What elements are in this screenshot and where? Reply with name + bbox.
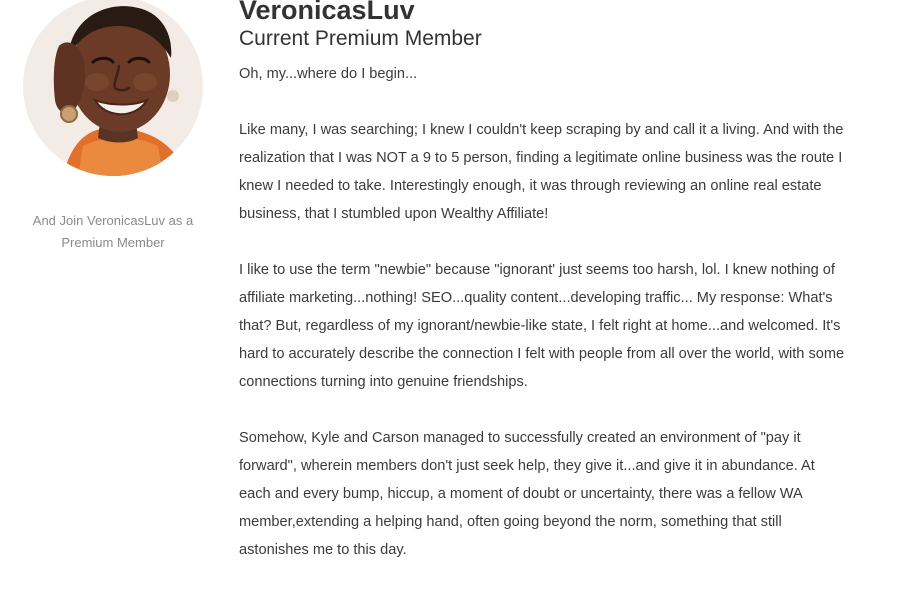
avatar[interactable] xyxy=(23,0,203,176)
member-status: Current Premium Member xyxy=(239,27,482,50)
story-paragraph: Oh, my...where do I begin... xyxy=(239,66,418,82)
join-premium-text: And Join VeronicasLuv as a Premium Member xyxy=(32,213,194,250)
story-paragraph: I like to use the term "newbie" because "ignorant' just seems too harsh, lol. I knew nothing of affiliate marketing...nothing! SEO...quality content...developing traffic... My response: What's that? But, regardless of my ignorant/newbie-like state, I felt right at home...and welcomed. It's hard to accurately describe the connection I felt with people from all over the world, with some connections turning into genuine friendships. xyxy=(239,262,845,390)
story-paragraph: Somehow, Kyle and Carson managed to successfully created an environment of "pay it forward", wherein members don't just seek help, they give it...and give it in abundance. At each and every bump, hiccup, a moment of doubt or uncertainty, there was a fellow WA member,extending a helping hand, often going beyond the norm, something that still astonishes me to this day. xyxy=(239,430,815,558)
story-paragraph: Like many, I was searching; I knew I couldn't keep scraping by and call it a living. And with the realization that I was NOT a 9 to 5 person, finding a legitimate online business was the route I knew I needed to take. Interestingly enough, it was through reviewing an online real estate business, that I stumbled upon Wealthy Affiliate! xyxy=(239,122,844,222)
member-photo-icon xyxy=(23,0,203,176)
member-name[interactable]: VeronicasLuv xyxy=(239,0,415,25)
member-story xyxy=(239,60,849,592)
